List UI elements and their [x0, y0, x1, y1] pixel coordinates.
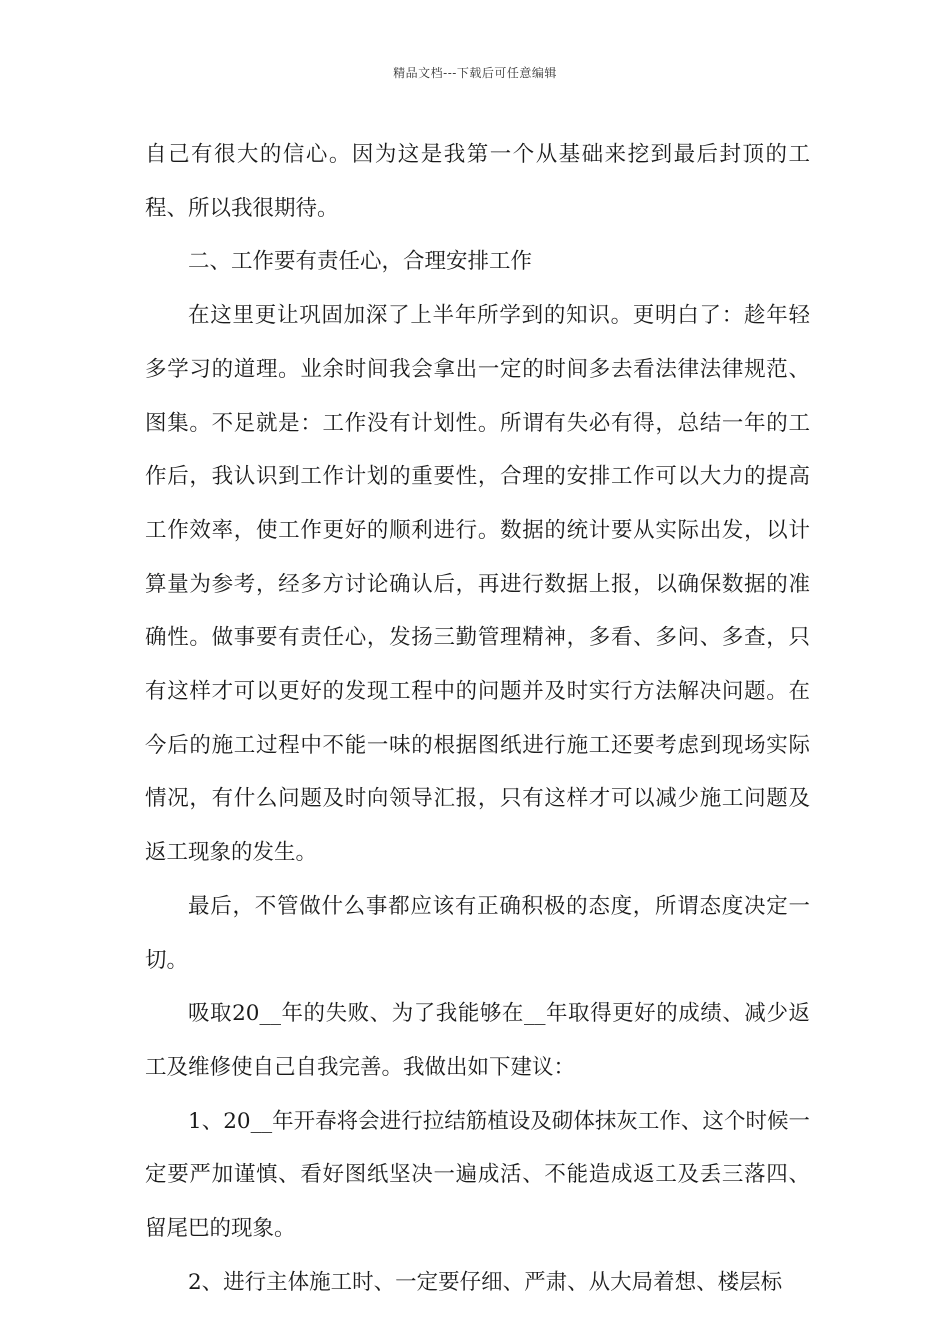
suggestion-item-2: 2、进行主体施工时、一定要仔细、严肃、从大局着想、楼层标 — [188, 1269, 783, 1295]
page-header: 精品文档---下载后可任意编辑 — [393, 66, 557, 80]
paragraph-work-summary: 在这里更让巩固加深了上半年所学到的知识。更明白了：趁年轻多学习的道理。业余时间我会拿出一定的时间多去看法律法律规范、图集。不足就是：工作没有计划性。所谓有失必有得，总结一年的工作后，我认识到工作计划的重要性，合理的安排工作可以大力的提高工作效率，使工作更好的顺利进行。数据的统计要从实际出发，以计算量为参考，经多方讨论确认后，再进行数据上报，以确保数据的准确性。做事要有责任心，发扬三勤管理精神，多看、多问、多查，只有这样才可以更好的发现工程中的问题并及时实行方法解决问题。在今后的施工过程中不能一味的根据图纸进行施工还要考虑到现场实际情况，有什么问题及时向领导汇报，只有这样才可以减少施工问题及返工现象的发生。 — [145, 303, 810, 866]
suggestion-item-1: 1、20__年开春将会进行拉结筋植设及砌体抹灰工作、这个时候一定要严加谨慎、看好图纸坚决一遍成活、不能造成返工及丢三落四、留尾巴的现象。 — [145, 1108, 810, 1242]
document-body — [145, 128, 810, 1309]
section-heading: 二、工作要有责任心，合理安排工作 — [188, 249, 533, 275]
paragraph-continuation: 自己有很大的信心。因为这是我第一个从基础来挖到最后封顶的工程、所以我很期待。 — [145, 142, 810, 221]
paragraph-attitude: 最后，不管做什么事都应该有正确积极的态度，所谓态度决定一切。 — [145, 893, 810, 973]
paragraph-suggestions-intro: 吸取20__年的失败、为了我能够在__年取得更好的成绩、减少返工及维修使自己自我完善。我做出如下建议： — [145, 1001, 810, 1080]
